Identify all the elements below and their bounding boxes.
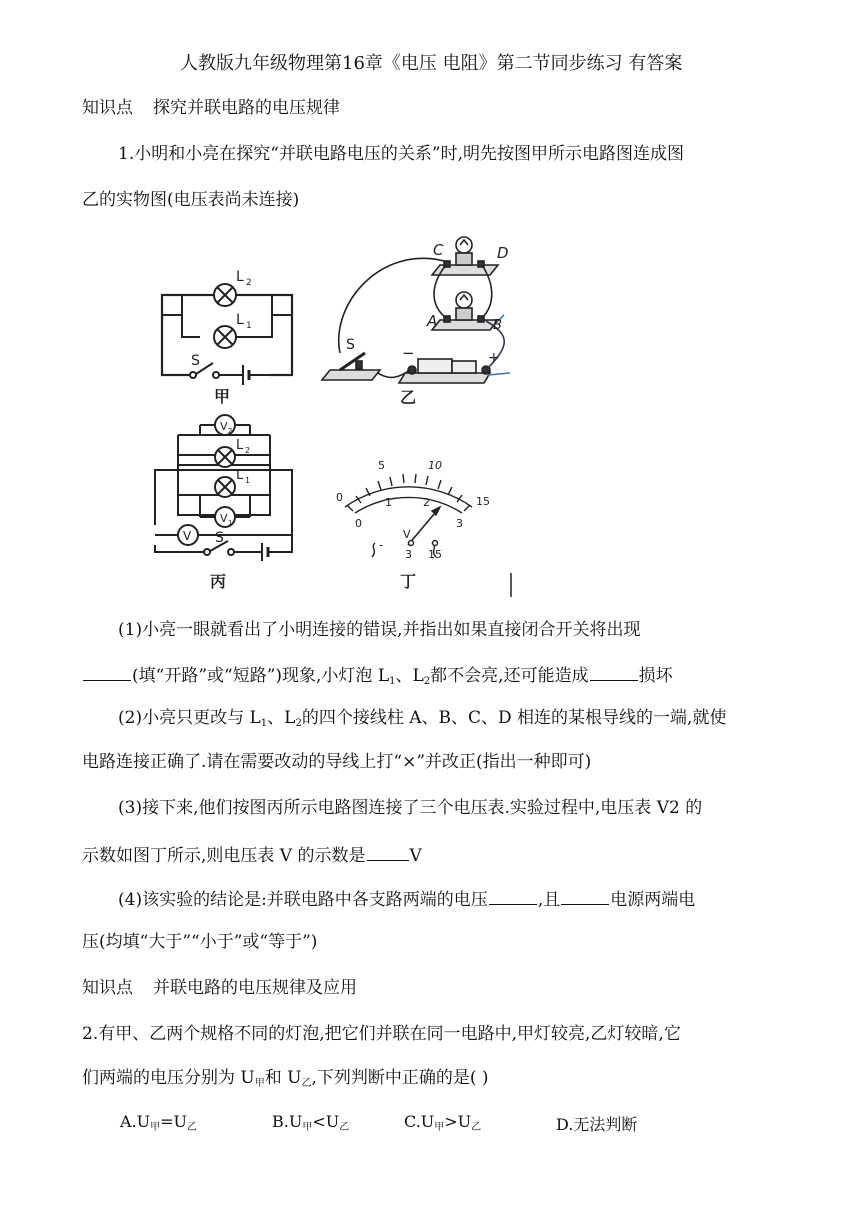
q1-part4-line1	[118, 886, 695, 912]
q1-part3-line1: (3)接下来,他们按图丙所示电路图连接了三个电压表.实验过程中,电压表 V2 的	[118, 798, 703, 818]
label-L1-sub-bing: 1	[245, 476, 251, 485]
text-seg: >U	[444, 1112, 472, 1131]
subscript: 乙	[187, 1122, 198, 1133]
label-V2-sub: 2	[228, 427, 233, 435]
question-1-stem-line2: 乙的实物图(电压表尚未连接)	[82, 190, 300, 210]
option-b[interactable]	[272, 1112, 349, 1133]
scale-top-5: 5	[378, 459, 385, 472]
label-V2-bing: V	[220, 420, 228, 433]
terminal-label-minus: -	[379, 538, 384, 552]
subscript: 甲	[302, 1122, 313, 1133]
label-C: C	[433, 241, 444, 259]
label-S-jia: S	[191, 353, 200, 369]
label-L1-bing: L	[236, 468, 244, 483]
section-name: 探究并联电路的电压规律	[153, 98, 340, 118]
terminal-label-15: 15	[428, 548, 442, 561]
q1-part2-line1	[118, 706, 726, 736]
text-seg: (2)小亮只更改与 L	[118, 708, 261, 728]
subscript: 2	[423, 676, 431, 687]
section-label: 知识点	[82, 978, 133, 998]
text-seg: 和 U	[264, 1068, 302, 1088]
text-seg: C.U	[404, 1112, 435, 1131]
subscript: 2	[295, 718, 302, 729]
label-minus-yi: −	[402, 344, 415, 362]
text-seg: =U	[160, 1112, 188, 1131]
label-L2-jia: L	[236, 269, 244, 285]
caption-bing: 丙	[210, 572, 227, 591]
answer-blank-3[interactable]	[367, 842, 409, 861]
option-a[interactable]	[120, 1112, 197, 1133]
label-V1-bing: V	[220, 512, 228, 525]
text-seg: 们两端的电压分别为 U	[82, 1068, 255, 1088]
figure-ding-voltmeter	[345, 474, 472, 557]
text-seg: 都不会亮,还可能造成	[430, 666, 589, 686]
subscript: 乙	[339, 1122, 350, 1133]
label-A: A	[427, 312, 438, 330]
text-seg: ,下列判断中正确的是( )	[311, 1068, 489, 1088]
subscript: 1	[260, 718, 268, 729]
option-d[interactable]: D.无法判断	[556, 1115, 638, 1134]
scale-bot-0: 0	[355, 517, 362, 530]
terminal-label-V: V	[403, 528, 411, 541]
question-2-line1: 2.有甲、乙两个规格不同的灯泡,把它们并联在同一电路中,甲灯较亮,乙灯较暗,它	[82, 1024, 681, 1044]
scale-bot-3: 3	[456, 517, 463, 530]
text-seg: (4)该实验的结论是:并联电路中各支路两端的电压	[118, 890, 488, 910]
section-heading-2	[82, 976, 357, 1000]
text-seg: B.U	[272, 1112, 303, 1131]
subscript: 甲	[150, 1122, 161, 1133]
caption-yi: 乙	[400, 388, 417, 407]
text-seg: 损坏	[638, 666, 673, 686]
label-L1-sub-jia: 1	[246, 321, 252, 331]
label-L2-sub-bing: 2	[245, 446, 251, 455]
option-c[interactable]	[404, 1112, 481, 1133]
text-seg: ,且	[537, 890, 561, 910]
subscript: 甲	[254, 1078, 265, 1089]
scale-bot-1: 1	[385, 496, 392, 509]
answer-blank-2[interactable]	[590, 662, 638, 681]
label-V1-sub: 1	[228, 519, 233, 527]
answer-blank-4[interactable]	[489, 886, 537, 905]
text-seg: 的四个接线柱 A、B、C、D 相连的某根导线的一端,就使	[301, 708, 727, 728]
circuit-figures	[0, 225, 860, 605]
section-label: 知识点	[82, 98, 133, 118]
scale-top-10: 10	[428, 459, 442, 472]
text-seg: 示数如图丁所示,则电压表 V 的示数是	[82, 846, 366, 866]
label-L1-jia: L	[236, 312, 244, 328]
q1-part2-line2: 电路连接正确了.请在需要改动的导线上打“×”并改正(指出一种即可)	[82, 752, 592, 772]
q1-part1-line2	[82, 662, 820, 694]
section-heading-1	[82, 96, 340, 120]
q1-part4-line2: 压(均填“大于”“小于”或“等于”)	[82, 932, 318, 952]
text-seg: 电源两端电	[610, 890, 696, 910]
label-S-bing: S	[215, 530, 224, 546]
label-plus-yi: +	[488, 350, 500, 366]
label-B: B	[493, 318, 502, 333]
subscript: 乙	[301, 1078, 312, 1089]
text-seg: (填“开路”或“短路”)现象,小灯泡 L	[132, 666, 390, 686]
terminal-label-3: 3	[405, 548, 412, 561]
label-L2-sub-jia: 2	[246, 278, 252, 288]
section-name: 并联电路的电压规律及应用	[153, 978, 357, 998]
subscript: 1	[389, 676, 396, 687]
answer-blank-1[interactable]	[83, 662, 131, 681]
label-S-yi: S	[346, 337, 355, 353]
text-seg: A.U	[120, 1112, 151, 1131]
text-seg: 、L	[267, 708, 296, 728]
answer-blank-5[interactable]	[561, 886, 609, 905]
text-seg: <U	[312, 1112, 340, 1131]
label-L2-bing: L	[236, 438, 244, 453]
figure-jia-circuit	[162, 284, 292, 385]
question-2-line2	[82, 1066, 820, 1096]
q1-part3-line2	[82, 842, 820, 868]
question-1-stem-line1: 1.小明和小亮在探究“并联电路电压的关系”时,明先按图甲所示电路图连成图	[118, 144, 685, 164]
page-title: 人教版九年级物理第16章《电压 电阻》第二节同步练习 有答案	[180, 53, 683, 74]
scale-top-15: 15	[476, 495, 490, 508]
text-seg: 、L	[395, 666, 424, 686]
scale-top-0: 0	[336, 491, 343, 504]
label-D: D	[497, 244, 509, 262]
scale-bot-2: 2	[423, 496, 430, 509]
caption-ding: 丁	[400, 572, 417, 591]
text-seg: V	[409, 846, 422, 866]
figure-yi-apparatus	[322, 237, 510, 383]
subscript: 甲	[434, 1122, 445, 1133]
dial-ticks	[347, 474, 470, 511]
caption-jia: 甲	[214, 387, 231, 406]
subscript: 乙	[471, 1122, 482, 1133]
label-V-bing: V	[183, 529, 192, 543]
q1-part1-line1: (1)小亮一眼就看出了小明连接的错误,并指出如果直接闭合开关将出现	[118, 620, 641, 640]
